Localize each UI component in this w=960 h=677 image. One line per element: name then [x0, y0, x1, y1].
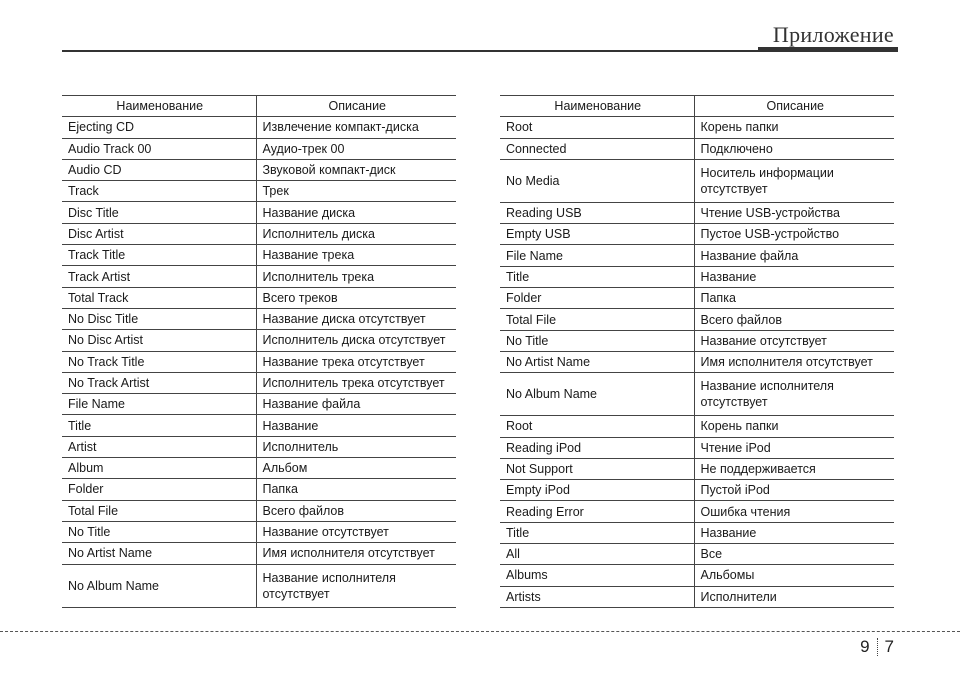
- row-name-cell: Audio Track 00: [62, 138, 180, 159]
- table-row: [62, 266, 456, 287]
- table-row: [500, 159, 894, 202]
- row-spacer-cell: [180, 458, 256, 479]
- row-spacer-cell: [180, 138, 256, 159]
- row-spacer-cell: [618, 565, 694, 586]
- table-row: [62, 500, 456, 521]
- row-spacer-cell: [180, 351, 256, 372]
- row-spacer-cell: [618, 416, 694, 437]
- table-row: [500, 266, 894, 287]
- row-description-cell: Чтение USB-устройства: [694, 202, 894, 223]
- row-spacer-cell: [180, 223, 256, 244]
- row-description-cell: Папка: [694, 288, 894, 309]
- row-spacer-cell: [618, 458, 694, 479]
- row-spacer-cell: [618, 224, 694, 245]
- row-spacer-cell: [618, 351, 694, 372]
- row-description-cell: Название: [256, 415, 456, 436]
- row-spacer-cell: [618, 480, 694, 501]
- row-spacer-cell: [618, 586, 694, 607]
- row-name-cell: No Album Name: [500, 373, 618, 416]
- row-name-cell: Disc Artist: [62, 223, 180, 244]
- row-name-cell: Reading Error: [500, 501, 618, 522]
- page-number: [860, 637, 894, 657]
- row-name-cell: Folder: [500, 288, 618, 309]
- row-description-cell: Пустое USB-устройство: [694, 224, 894, 245]
- row-description-cell: Название файла: [694, 245, 894, 266]
- table-row: [500, 373, 894, 416]
- row-spacer-cell: [618, 117, 694, 138]
- table-row: [62, 394, 456, 415]
- row-description-cell: Название трека отсутствует: [256, 351, 456, 372]
- table-row: [62, 202, 456, 223]
- row-name-cell: Total Track: [62, 287, 180, 308]
- page-number-separator: [877, 638, 878, 656]
- table-row: [62, 521, 456, 542]
- header-accent-bar: [758, 47, 898, 52]
- row-name-cell: Audio CD: [62, 159, 180, 180]
- row-name-cell: Track Artist: [62, 266, 180, 287]
- row-spacer-cell: [180, 394, 256, 415]
- row-name-cell: Albums: [500, 565, 618, 586]
- row-description-cell: Альбом: [256, 458, 456, 479]
- row-description-cell: Всего файлов: [694, 309, 894, 330]
- row-spacer-cell: [180, 181, 256, 202]
- row-description-cell: Корень папки: [694, 416, 894, 437]
- row-name-cell: Connected: [500, 138, 618, 159]
- row-spacer-cell: [618, 288, 694, 309]
- table-row: [62, 564, 456, 607]
- row-description-cell: Подключено: [694, 138, 894, 159]
- row-description-cell: Исполнители: [694, 586, 894, 607]
- row-name-cell: Track Title: [62, 245, 180, 266]
- row-spacer-cell: [180, 117, 256, 138]
- table-row: [500, 330, 894, 351]
- row-description-cell: Носитель информации отсутствует: [694, 159, 894, 202]
- row-name-cell: No Media: [500, 159, 618, 202]
- table-row: [62, 436, 456, 457]
- row-description-cell: Папка: [256, 479, 456, 500]
- table-row: [500, 138, 894, 159]
- row-description-cell: Всего треков: [256, 287, 456, 308]
- row-name-cell: File Name: [62, 394, 180, 415]
- page-title: Приложение: [772, 22, 894, 47]
- row-name-cell: Folder: [62, 479, 180, 500]
- table-row: [500, 565, 894, 586]
- row-spacer-cell: [180, 330, 256, 351]
- left-spec-table: [62, 95, 456, 608]
- row-spacer-cell: [618, 266, 694, 287]
- table-row: [500, 501, 894, 522]
- table-row: [62, 117, 456, 138]
- row-description-cell: Извлечение компакт-диска: [256, 117, 456, 138]
- row-spacer-cell: [618, 437, 694, 458]
- table-row: [500, 522, 894, 543]
- row-description-cell: Исполнитель трека отсутствует: [256, 372, 456, 393]
- table-row: [62, 415, 456, 436]
- page-section: 9: [860, 637, 870, 656]
- table-row: [500, 416, 894, 437]
- row-name-cell: Title: [500, 266, 618, 287]
- row-description-cell: Название отсутствует: [694, 330, 894, 351]
- row-spacer-cell: [618, 330, 694, 351]
- table-row: [500, 288, 894, 309]
- row-name-cell: Root: [500, 416, 618, 437]
- table-row: [500, 202, 894, 223]
- column-header-description: Описание: [256, 96, 456, 117]
- row-spacer-cell: [180, 308, 256, 329]
- row-name-cell: No Title: [62, 521, 180, 542]
- row-description-cell: Название трека: [256, 245, 456, 266]
- row-name-cell: Empty iPod: [500, 480, 618, 501]
- row-spacer-cell: [618, 501, 694, 522]
- row-description-cell: Название диска: [256, 202, 456, 223]
- row-spacer-cell: [180, 415, 256, 436]
- row-spacer-cell: [180, 202, 256, 223]
- table-row: [62, 330, 456, 351]
- table-row: [62, 181, 456, 202]
- table-row: [500, 480, 894, 501]
- row-spacer-cell: [180, 543, 256, 564]
- table-row: [62, 479, 456, 500]
- row-spacer-cell: [180, 436, 256, 457]
- row-name-cell: Root: [500, 117, 618, 138]
- row-description-cell: Название файла: [256, 394, 456, 415]
- table-row: [62, 159, 456, 180]
- row-description-cell: Аудио-трек 00: [256, 138, 456, 159]
- table-header-row: [62, 96, 456, 117]
- row-description-cell: Всего файлов: [256, 500, 456, 521]
- row-description-cell: Альбомы: [694, 565, 894, 586]
- row-description-cell: Чтение iPod: [694, 437, 894, 458]
- row-name-cell: Disc Title: [62, 202, 180, 223]
- right-table-body: [500, 117, 894, 608]
- row-name-cell: Reading iPod: [500, 437, 618, 458]
- column-header-name: Наименование: [62, 96, 256, 117]
- row-name-cell: No Album Name: [62, 564, 180, 607]
- table-row: [62, 351, 456, 372]
- row-name-cell: Title: [62, 415, 180, 436]
- row-spacer-cell: [618, 159, 694, 202]
- table-header-row: [500, 96, 894, 117]
- right-spec-table: [500, 95, 894, 608]
- row-description-cell: Не поддерживается: [694, 458, 894, 479]
- table-row: [62, 245, 456, 266]
- table-row: [500, 437, 894, 458]
- table-row: [500, 117, 894, 138]
- row-spacer-cell: [180, 287, 256, 308]
- table-row: [62, 458, 456, 479]
- row-spacer-cell: [618, 522, 694, 543]
- table-row: [62, 287, 456, 308]
- row-spacer-cell: [618, 202, 694, 223]
- row-name-cell: Artists: [500, 586, 618, 607]
- page-index: 7: [884, 637, 894, 656]
- row-spacer-cell: [180, 521, 256, 542]
- table-row: [500, 458, 894, 479]
- row-name-cell: No Artist Name: [500, 351, 618, 372]
- table-row: [500, 245, 894, 266]
- row-description-cell: Название отсутствует: [256, 521, 456, 542]
- row-spacer-cell: [618, 373, 694, 416]
- row-spacer-cell: [180, 479, 256, 500]
- row-description-cell: Название исполнителя отсутствует: [694, 373, 894, 416]
- footer-divider: [0, 631, 960, 632]
- row-description-cell: Все: [694, 544, 894, 565]
- row-description-cell: Исполнитель: [256, 436, 456, 457]
- table-row: [500, 309, 894, 330]
- row-description-cell: Название: [694, 266, 894, 287]
- column-header-name: Наименование: [500, 96, 694, 117]
- row-name-cell: No Track Artist: [62, 372, 180, 393]
- row-name-cell: Title: [500, 522, 618, 543]
- row-name-cell: Reading USB: [500, 202, 618, 223]
- row-name-cell: Not Support: [500, 458, 618, 479]
- row-spacer-cell: [180, 159, 256, 180]
- row-name-cell: No Disc Title: [62, 308, 180, 329]
- row-description-cell: Название исполнителя отсутствует: [256, 564, 456, 607]
- row-name-cell: Artist: [62, 436, 180, 457]
- row-description-cell: Ошибка чтения: [694, 501, 894, 522]
- row-description-cell: Название: [694, 522, 894, 543]
- row-name-cell: All: [500, 544, 618, 565]
- row-name-cell: No Artist Name: [62, 543, 180, 564]
- row-description-cell: Название диска отсутствует: [256, 308, 456, 329]
- row-spacer-cell: [180, 372, 256, 393]
- table-row: [62, 372, 456, 393]
- row-name-cell: Empty USB: [500, 224, 618, 245]
- table-row: [500, 224, 894, 245]
- row-name-cell: No Title: [500, 330, 618, 351]
- row-spacer-cell: [180, 500, 256, 521]
- row-spacer-cell: [618, 309, 694, 330]
- row-spacer-cell: [618, 544, 694, 565]
- row-description-cell: Имя исполнителя отсутствует: [694, 351, 894, 372]
- row-name-cell: Total File: [62, 500, 180, 521]
- row-name-cell: File Name: [500, 245, 618, 266]
- row-name-cell: No Disc Artist: [62, 330, 180, 351]
- row-name-cell: Track: [62, 181, 180, 202]
- table-row: [500, 586, 894, 607]
- row-spacer-cell: [618, 245, 694, 266]
- row-name-cell: Ejecting CD: [62, 117, 180, 138]
- row-description-cell: Исполнитель трека: [256, 266, 456, 287]
- row-description-cell: Звуковой компакт-диск: [256, 159, 456, 180]
- row-description-cell: Исполнитель диска: [256, 223, 456, 244]
- row-name-cell: Total File: [500, 309, 618, 330]
- row-spacer-cell: [180, 245, 256, 266]
- table-row: [62, 223, 456, 244]
- row-name-cell: No Track Title: [62, 351, 180, 372]
- table-row: [62, 308, 456, 329]
- row-description-cell: Исполнитель диска отсутствует: [256, 330, 456, 351]
- row-spacer-cell: [180, 564, 256, 607]
- row-description-cell: Трек: [256, 181, 456, 202]
- table-row: [500, 544, 894, 565]
- table-row: [500, 351, 894, 372]
- column-header-description: Описание: [694, 96, 894, 117]
- row-spacer-cell: [180, 266, 256, 287]
- row-description-cell: Пустой iPod: [694, 480, 894, 501]
- left-table-body: [62, 117, 456, 607]
- table-row: [62, 543, 456, 564]
- row-description-cell: Имя исполнителя отсутствует: [256, 543, 456, 564]
- row-description-cell: Корень папки: [694, 117, 894, 138]
- table-row: [62, 138, 456, 159]
- row-name-cell: Album: [62, 458, 180, 479]
- row-spacer-cell: [618, 138, 694, 159]
